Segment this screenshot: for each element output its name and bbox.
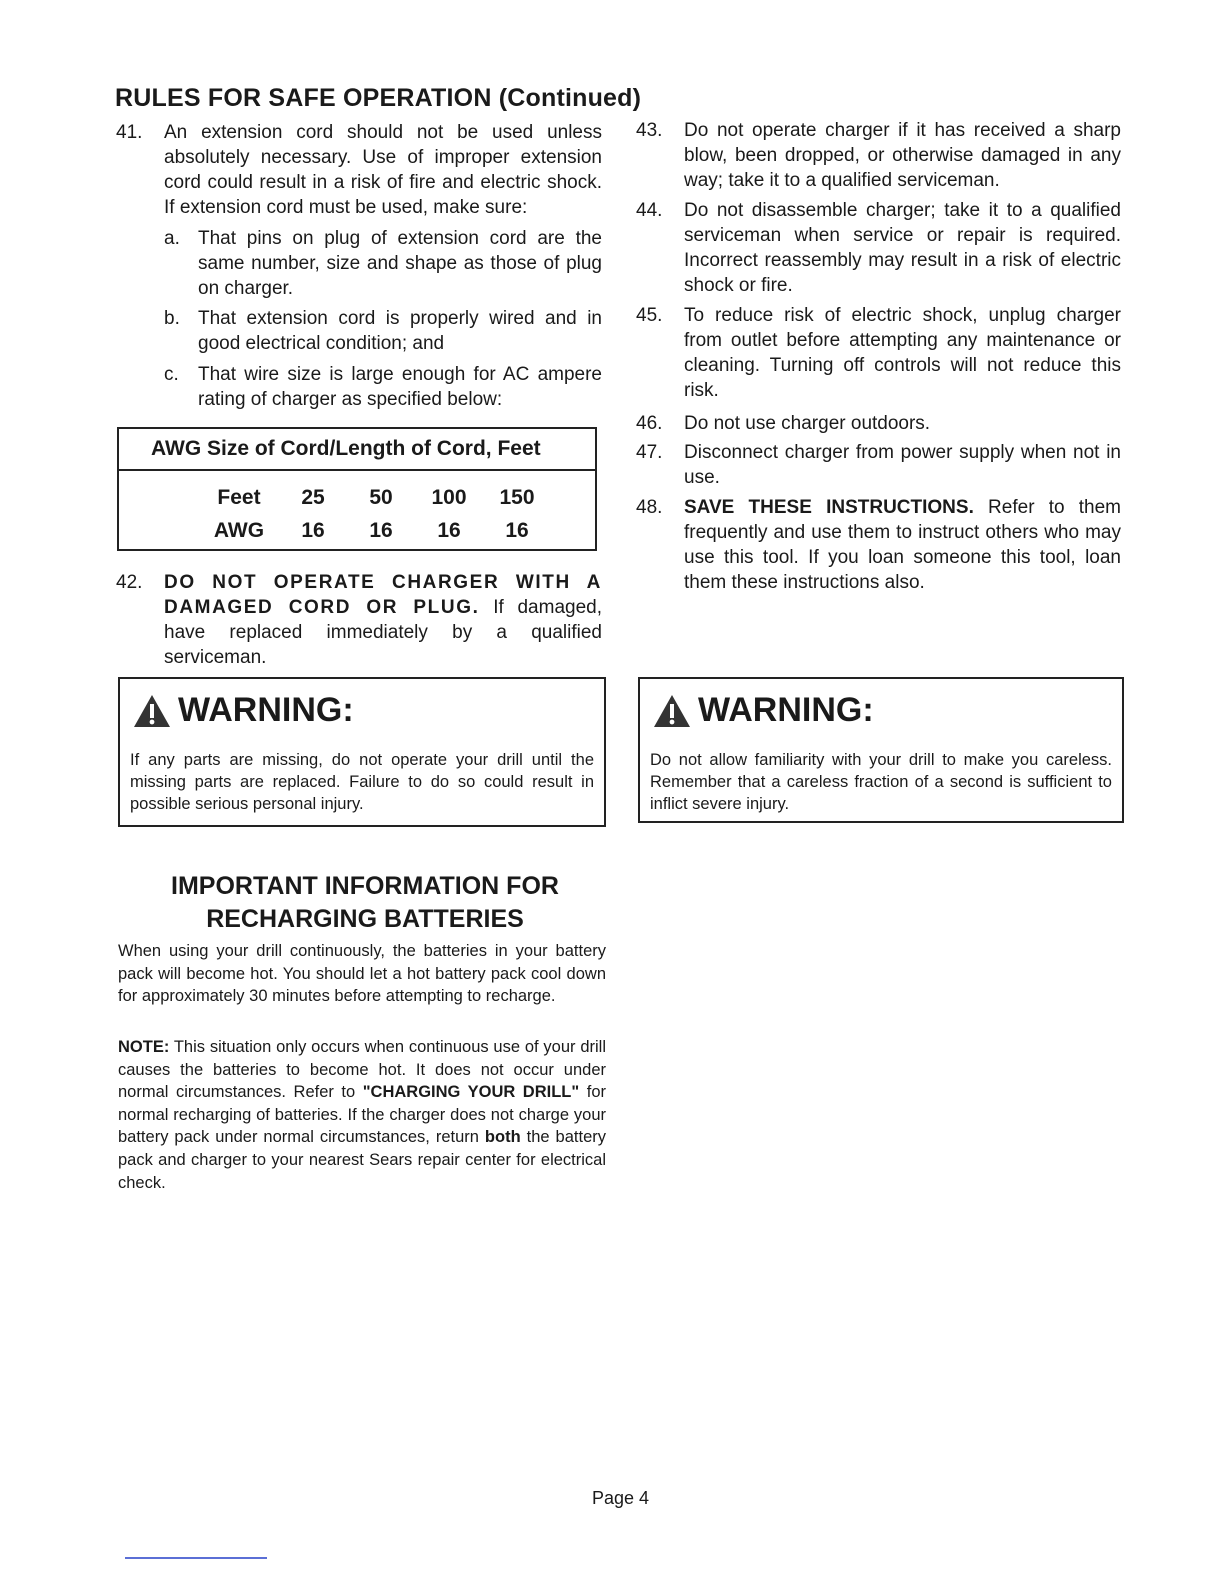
rule-letter: a. xyxy=(164,228,180,249)
heading-line: IMPORTANT INFORMATION FOR xyxy=(171,872,559,900)
rule-text: That pins on plug of extension cord are the same number, size and shape as those of plug on charger. xyxy=(198,228,602,299)
recharging-heading xyxy=(115,870,615,936)
feet-row xyxy=(199,481,551,514)
divider-line xyxy=(125,1557,267,1559)
warning-title: WARNING: xyxy=(698,691,874,729)
rule-number: 47. xyxy=(636,442,663,463)
rule-letter: c. xyxy=(164,364,179,385)
note-text: This situation only occurs when continuous use of your drill causes the batteries to become hot. It does not occur under normal circumstances. Refer to xyxy=(118,1038,606,1102)
heading-line: RECHARGING BATTERIES xyxy=(206,905,524,933)
rule-number: 41. xyxy=(116,122,143,143)
awg-table-header: AWG Size of Cord/Length of Cord, Feet xyxy=(119,429,595,471)
rule-text: Refer to them frequently and use them to instruct others who may use this tool. If you loan someone this tool, loan them these instructions also. xyxy=(684,497,1121,593)
row-label: AWG xyxy=(213,518,265,542)
rule-41c xyxy=(164,362,602,412)
rule-42 xyxy=(116,570,602,670)
warning-text: If any parts are missing, do not operate your drill until the missing parts are replaced. Failure to do so could result in possible serious personal injury. xyxy=(130,751,594,813)
feet-cell: 150 xyxy=(499,485,535,509)
rule-bold-text: SAVE THESE INSTRUCTIONS. xyxy=(684,497,974,518)
warning-text: Do not allow familiarity with your drill to make you careless. Remember that a careless fraction of a second is sufficient to inflict severe injury. xyxy=(650,751,1112,813)
rule-text: That wire size is large enough for AC ampere rating of charger as specified below: xyxy=(198,364,602,410)
rule-number: 46. xyxy=(636,413,663,434)
rule-text: Do not disassemble charger; take it to a qualified serviceman when service or repair is required. Incorrect reassembly may result in a risk of electric shock or fire. xyxy=(684,200,1121,296)
rule-text: That extension cord is properly wired and in good electrical condition; and xyxy=(198,308,602,354)
rule-text: To reduce risk of electric shock, unplug charger from outlet before attempting any maintenance or cleaning. Turning off controls will not reduce this risk. xyxy=(684,305,1121,401)
feet-cell: 50 xyxy=(369,485,393,509)
warning-triangle-icon xyxy=(652,693,692,729)
rule-text: Disconnect charger from power supply when not in use. xyxy=(684,442,1121,488)
rule-number: 45. xyxy=(636,305,663,326)
note-label: NOTE: xyxy=(118,1038,170,1056)
warning-title: WARNING: xyxy=(178,691,354,729)
awg-cell: 16 xyxy=(437,518,461,542)
rule-text: Do not use charger outdoors. xyxy=(684,413,931,434)
page-number: Page 4 xyxy=(592,1488,650,1508)
recharging-paragraph: When using your drill continuously, the batteries in your battery pack will become hot. You should let a hot battery pack cool down for approximately 30 minutes before attempting to recharge. xyxy=(118,942,606,1006)
awg-cell: 16 xyxy=(369,518,393,542)
rule-47 xyxy=(636,440,1121,490)
rule-text: Do not operate charger if it has received a sharp blow, been dropped, or otherwise damaged in any way; take it to a qualified serviceman. xyxy=(684,120,1121,191)
rule-number: 42. xyxy=(116,572,143,593)
rule-text: An extension cord should not be used unless absolutely necessary. Use of improper extension cord could result in a risk of fire and electric shock. If extension cord must be used, make sure: xyxy=(164,122,602,218)
rule-bold-text: DO NOT OPERATE CHARGER WITH A DAMAGED CORD OR PLUG. xyxy=(164,572,602,618)
rule-43 xyxy=(636,118,1121,193)
warning-box-missing-parts xyxy=(118,677,606,827)
awg-table xyxy=(117,427,597,551)
note-text: the battery pack and charger to your nearest Sears repair center for electrical check. xyxy=(118,1128,606,1192)
rule-46 xyxy=(636,411,1121,436)
rule-45 xyxy=(636,303,1121,403)
rule-48 xyxy=(636,495,1121,595)
rule-41a xyxy=(164,226,602,301)
note-text: for normal recharging of batteries. If the charger does not charge your battery pack under normal circumstances, return xyxy=(118,1083,607,1147)
section-title: RULES FOR SAFE OPERATION (Continued) xyxy=(115,84,642,112)
rule-number: 44. xyxy=(636,200,663,221)
row-label: Feet xyxy=(217,485,261,509)
rule-text: If damaged, have replaced immediately by a qualified serviceman. xyxy=(164,597,602,668)
rule-number: 43. xyxy=(636,120,663,141)
awg-cell: 16 xyxy=(505,518,529,542)
note-paragraph xyxy=(118,1036,606,1194)
rule-44 xyxy=(636,198,1121,298)
note-emphasis: both xyxy=(484,1128,521,1147)
awg-row xyxy=(199,514,551,547)
rule-41 xyxy=(116,120,602,220)
awg-cell: 16 xyxy=(301,518,325,542)
warning-box-familiarity xyxy=(638,677,1124,823)
feet-cell: 100 xyxy=(431,485,467,509)
warning-triangle-icon xyxy=(132,693,172,729)
rule-number: 48. xyxy=(636,497,663,518)
rule-letter: b. xyxy=(164,308,180,329)
note-reference: "CHARGING YOUR DRILL" xyxy=(362,1083,580,1102)
feet-cell: 25 xyxy=(301,485,325,509)
rule-41b xyxy=(164,306,602,356)
